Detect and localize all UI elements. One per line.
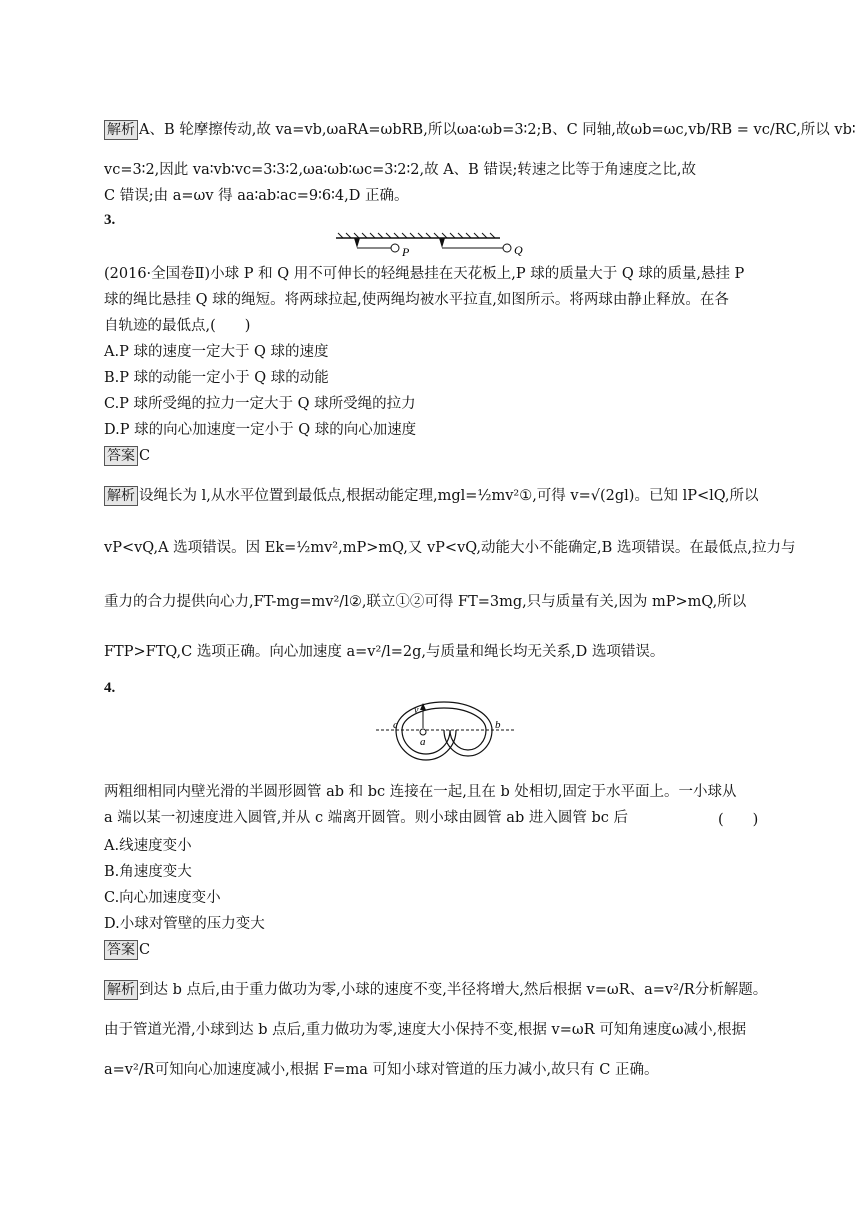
q4-option-a: A.线速度变小 xyxy=(104,838,192,854)
q3-option-c: C.P 球所受绳的拉力一定大于 Q 球所受绳的拉力 xyxy=(104,396,416,412)
q3-pendulum-figure xyxy=(334,230,534,264)
q3-analysis-line-2: vP<vQ,A 选项错误。因 Ek=½mv²,mP>mQ,又 vP<vQ,动能大小不能确定,B 选项错误。在最低点,拉力与 xyxy=(104,540,796,556)
q3-stem-line-2: 球的绳比悬挂 Q 球的绳短。将两球拉起,使两绳均被水平拉直,如图所示。将两球由静止释放。在各 xyxy=(104,292,729,308)
q3-option-b: B.P 球的动能一定小于 Q 球的动能 xyxy=(104,370,329,386)
q4-stem-line-1: 两粗细相同内壁光滑的半圆形圆管 ab 和 bc 连接在一起,且在 b 处相切,固定于水平面上。一小球从 xyxy=(104,784,737,800)
q4-option-b: B.角速度变大 xyxy=(104,864,192,880)
answer-value: C xyxy=(139,448,151,464)
q4-analysis-line-3: a=v²/R可知向心加速度减小,根据 F=ma 可知小球对管道的压力减小,故只有 C 正确。 xyxy=(104,1062,659,1078)
answer-tag: 答案 xyxy=(104,446,138,466)
q4-answer xyxy=(104,940,150,960)
q3-analysis-line-1: 解析 设绳长为 l,从水平位置到最低点,根据动能定理,mgl=½mv²①,可得 v=√(2gl)。已知 lP<lQ,所以 xyxy=(104,486,759,506)
label-c: c xyxy=(393,719,398,731)
q4-analysis-line-1: 解析 到达 b 点后,由于重力做功为零,小球的速度不变,半径将增大,然后根据 v=ωR、a=v²/R分析解题。 xyxy=(104,980,767,1000)
label-v: v xyxy=(414,705,419,716)
q2-analysis-line-1: 解析 A、B 轮摩擦传动,故 va=vb,ωaRA=ωbRB,所以ωa∶ωb=3∶2;B、C 同轴,故ωb=ωc,vb/RB = vc/RC,所以 vb∶ xyxy=(104,120,856,140)
q4-option-d: D.小球对管壁的压力变大 xyxy=(104,916,265,932)
q3-stem-line-1: (2016·全国卷Ⅱ)小球 P 和 Q 用不可伸长的轻绳悬挂在天花板上,P 球的质量大于 Q 球的质量,悬挂 P xyxy=(104,266,745,282)
analysis-tag: 解析 xyxy=(104,980,138,1000)
label-p: P xyxy=(402,245,410,259)
question-number-4: 4. xyxy=(104,680,116,696)
q4-circular-tube-figure xyxy=(376,694,516,774)
q3-analysis-line-3: 重力的合力提供向心力,FT-mg=mv²/l②,联立①②可得 FT=3mg,只与质量有关,因为 mP>mQ,所以 xyxy=(104,594,747,610)
q2-analysis-line-3: C 错误;由 a=ωv 得 aa∶ab∶ac=9∶6∶4,D 正确。 xyxy=(104,188,409,204)
q3-analysis-line-4: FTP>FTQ,C 选项正确。向心加速度 a=v²/l=2g,与质量和绳长均无关系,D 选项错误。 xyxy=(104,644,665,660)
label-q: Q xyxy=(514,243,523,257)
q3-answer xyxy=(104,446,150,466)
q2-analysis-line-2: vc=3∶2,因此 va∶vb∶vc=3∶3∶2,ωa∶ωb∶ωc=3∶2∶2,故 A、B 错误;转速之比等于角速度之比,故 xyxy=(104,162,696,178)
question-number-3: 3. xyxy=(104,212,116,228)
analysis-tag: 解析 xyxy=(104,120,138,140)
q3-option-d: D.P 球的向心加速度一定小于 Q 球的向心加速度 xyxy=(104,422,417,438)
q4-stem-line-2: a 端以某一初速度进入圆管,并从 c 端离开圆管。则小球由圆管 ab 进入圆管 bc 后 xyxy=(104,810,628,826)
q3-stem-line-3: 自轨迹的最低点,( ) xyxy=(104,318,251,334)
label-a: a xyxy=(420,736,426,748)
answer-tag: 答案 xyxy=(104,940,138,960)
analysis-tag: 解析 xyxy=(104,486,138,506)
answer-value: C xyxy=(139,942,151,958)
q4-analysis-line-2: 由于管道光滑,小球到达 b 点后,重力做功为零,速度大小保持不变,根据 v=ωR 可知角速度ω减小,根据 xyxy=(104,1022,747,1038)
q4-answer-paren: ( ) xyxy=(718,812,759,828)
q4-option-c: C.向心加速度变小 xyxy=(104,890,221,906)
q3-option-a: A.P 球的速度一定大于 Q 球的速度 xyxy=(104,344,329,360)
label-b: b xyxy=(495,719,501,731)
